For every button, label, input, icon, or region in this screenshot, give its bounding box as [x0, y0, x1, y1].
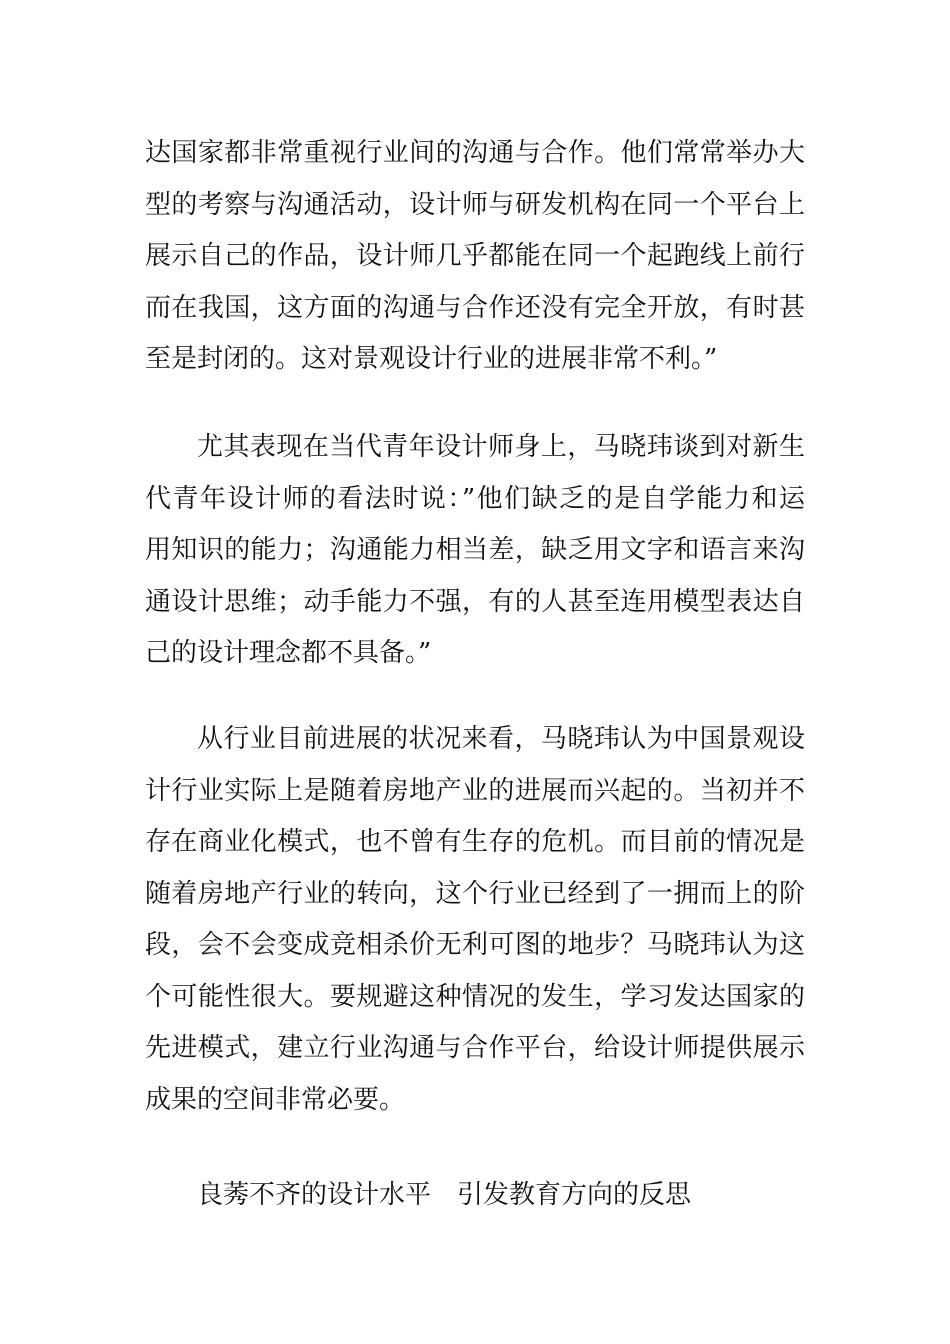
section-heading: [145, 1170, 805, 1222]
text-line: 达国家都非常重视行业间的沟通与合作。他们常常举办大: [145, 138, 805, 168]
text-line: 用知识的能力；沟通能力相当差，缺乏用文字和语言来沟: [145, 535, 805, 565]
paragraph-2: [145, 422, 805, 680]
text-line: 而在我国，这方面的沟通与合作还没有完全开放，有时甚: [145, 292, 805, 323]
text-line: 至是封闭的。这对景观设计行业的进展非常不利。”: [145, 344, 718, 374]
text-line: 展示自己的作品，设计师几乎都能在同一个起跑线上前行: [145, 241, 805, 271]
text-line: 通设计思维；动手能力不强，有的人甚至连用模型表达自: [145, 586, 805, 617]
text-line: 代青年设计师的看法时说：”他们缺乏的是自学能力和运: [145, 483, 805, 514]
text-line: 个可能性很大。要规避这种情况的发生，学习发达国家的: [145, 981, 805, 1012]
paragraph-1: [145, 128, 805, 386]
text-line: 从行业目前进展的状况来看，马晓玮认为中国景观设: [197, 724, 805, 754]
paragraph-3: [145, 714, 805, 1126]
text-line: 尤其表现在当代青年设计师身上，马晓玮谈到对新生: [197, 432, 805, 462]
text-line: 随着房地产行业的转向，这个行业已经到了一拥而上的阶: [145, 878, 805, 909]
text-line: 己的设计理念都不具备。”: [145, 638, 432, 668]
text-line: 先进模式，建立行业沟通与合作平台，给设计师提供展示: [145, 1033, 805, 1063]
text-line: 计行业实际上是随着房地产业的进展而兴起的。当初并不: [145, 775, 805, 806]
text-line: 段，会不会变成竞相杀价无利可图的地步？马晓玮认为这: [145, 930, 805, 960]
text-line: 存在商业化模式，也不曾有生存的危机。而目前的情况是: [145, 827, 805, 857]
text-line: 成果的空间非常必要。: [145, 1084, 406, 1115]
text-line: 良莠不齐的设计水平 引发教育方向的反思: [197, 1180, 692, 1210]
text-line: 型的考察与沟通活动，设计师与研发机构在同一个平台上: [145, 189, 805, 220]
